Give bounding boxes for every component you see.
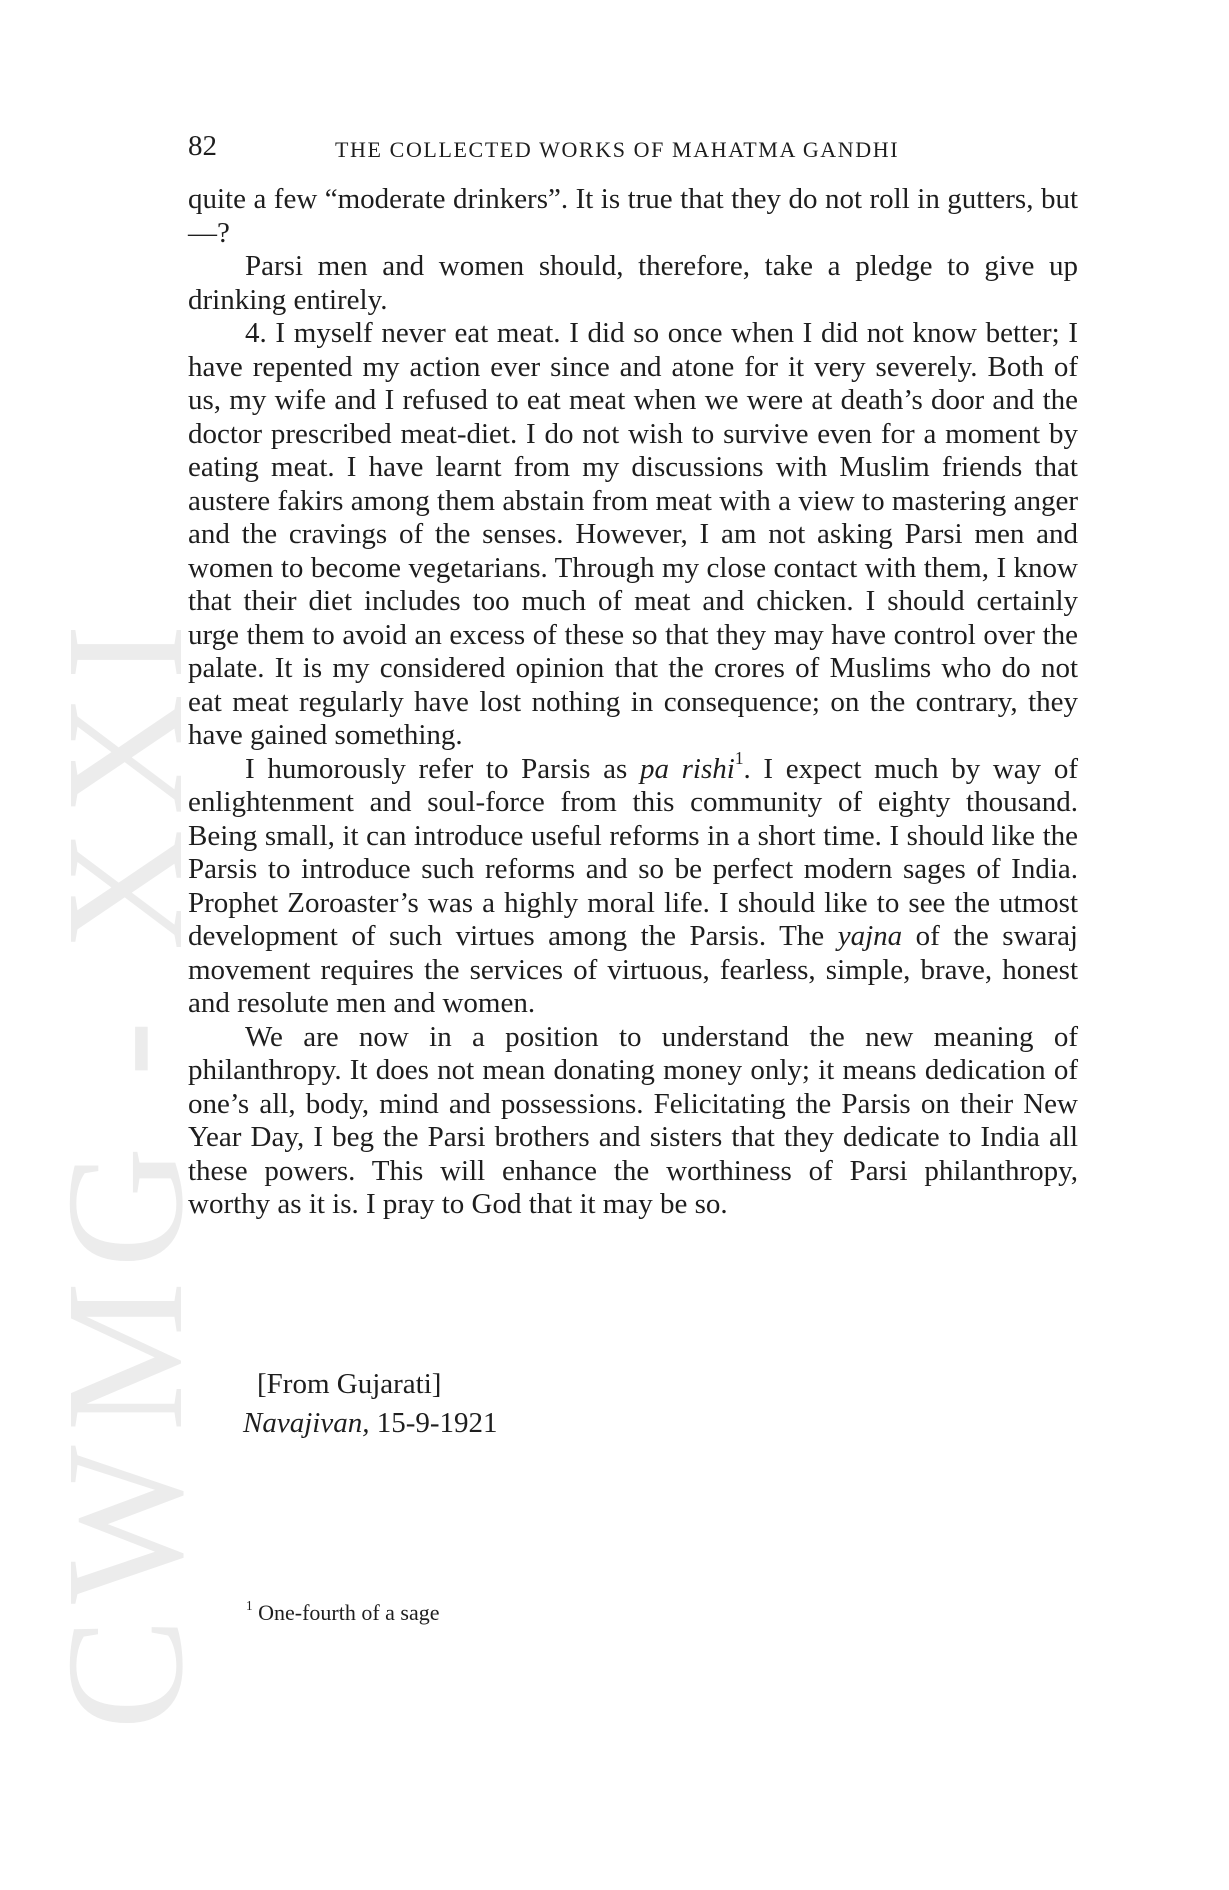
citation-date: 15-9-1921	[376, 1407, 498, 1439]
body-text	[188, 183, 1078, 1222]
footnote-text: One-fourth of a sage	[258, 1600, 440, 1625]
footnote-ref[interactable]: 1	[734, 748, 744, 769]
watermark: CWMG - XXI	[32, 610, 218, 1730]
paragraph-meat: 4. I myself never eat meat. I did so once when I did not know better; I have repented my action ever since and atone for it very severely. Both of us, my wife and I refused to eat meat when we were at death’s door and the doctor prescribed meat-diet. I do not wish to survive even for a moment by eating meat. I have learnt from my discussions with Muslim friends that austere fakirs among them abstain from meat with a view to mastering anger and the cravings of the senses. However, I am not asking Parsi men and women to become vegetarians. Through my close contact with them, I know that their diet includes too much of meat and chicken. I should certainly urge them to avoid an excess of these so that they may have control over the palate. It is my considered opinion that the crores of Muslims who do not eat meat regularly have lost nothing in consequence; on the contrary, they have gained something.	[188, 317, 1078, 751]
term-yajna: yajna	[837, 920, 903, 952]
footnote	[246, 1598, 440, 1628]
paragraph-philanthropy: We are now in a position to understand the new meaning of philanthropy. It does not mean donating money only; it means dedication of one’s all, body, mind and possessions. Felicitating the Parsis on their New Year Day, I beg the Parsi brothers and sisters that they dedicate to India all these powers. This will enhance the worthiness of Parsi philanthropy, worthy as it is. I pray to God that it may be so.	[188, 1020, 1078, 1220]
paragraph-continued: quite a few “moderate drinkers”. It is true that they do not roll in gutters, but—?	[188, 183, 1078, 249]
page-number: 82	[188, 130, 217, 162]
term-pa-rishi: pa rishi	[639, 752, 735, 785]
running-head: THE COLLECTED WORKS OF MAHATMA GANDHI	[335, 137, 900, 162]
paragraph-parsis	[188, 748, 1079, 1021]
paragraph-parsis-middle: . I expect much by way of enlightenment and soul-force from this community of eighty thousand. Being small, it can introduce useful reforms in a short time. I should like the Parsis to introduce such reforms and so be perfect modern sages of India. Prophet Zoroaster’s was a highly moral life. I should like to see the utmost development of such virtues among the Parsis. The	[188, 752, 1079, 952]
page-header	[188, 128, 1078, 168]
paragraph-parsis-before: I humorously refer to Parsis as	[245, 752, 640, 785]
citation-journal: Navajivan,	[243, 1407, 370, 1439]
footnote-marker: 1	[246, 1597, 253, 1613]
source-note: [From Gujarati]	[257, 1368, 442, 1400]
citation	[243, 1403, 498, 1443]
paragraph-pledge: Parsi men and women should, therefore, take a pledge to give up drinking entirely.	[188, 250, 1078, 316]
paragraph-parsis-end: of the swaraj movement requires the services of virtuous, fearless, simple, brave, honest and resolute men and women.	[188, 920, 1078, 1019]
